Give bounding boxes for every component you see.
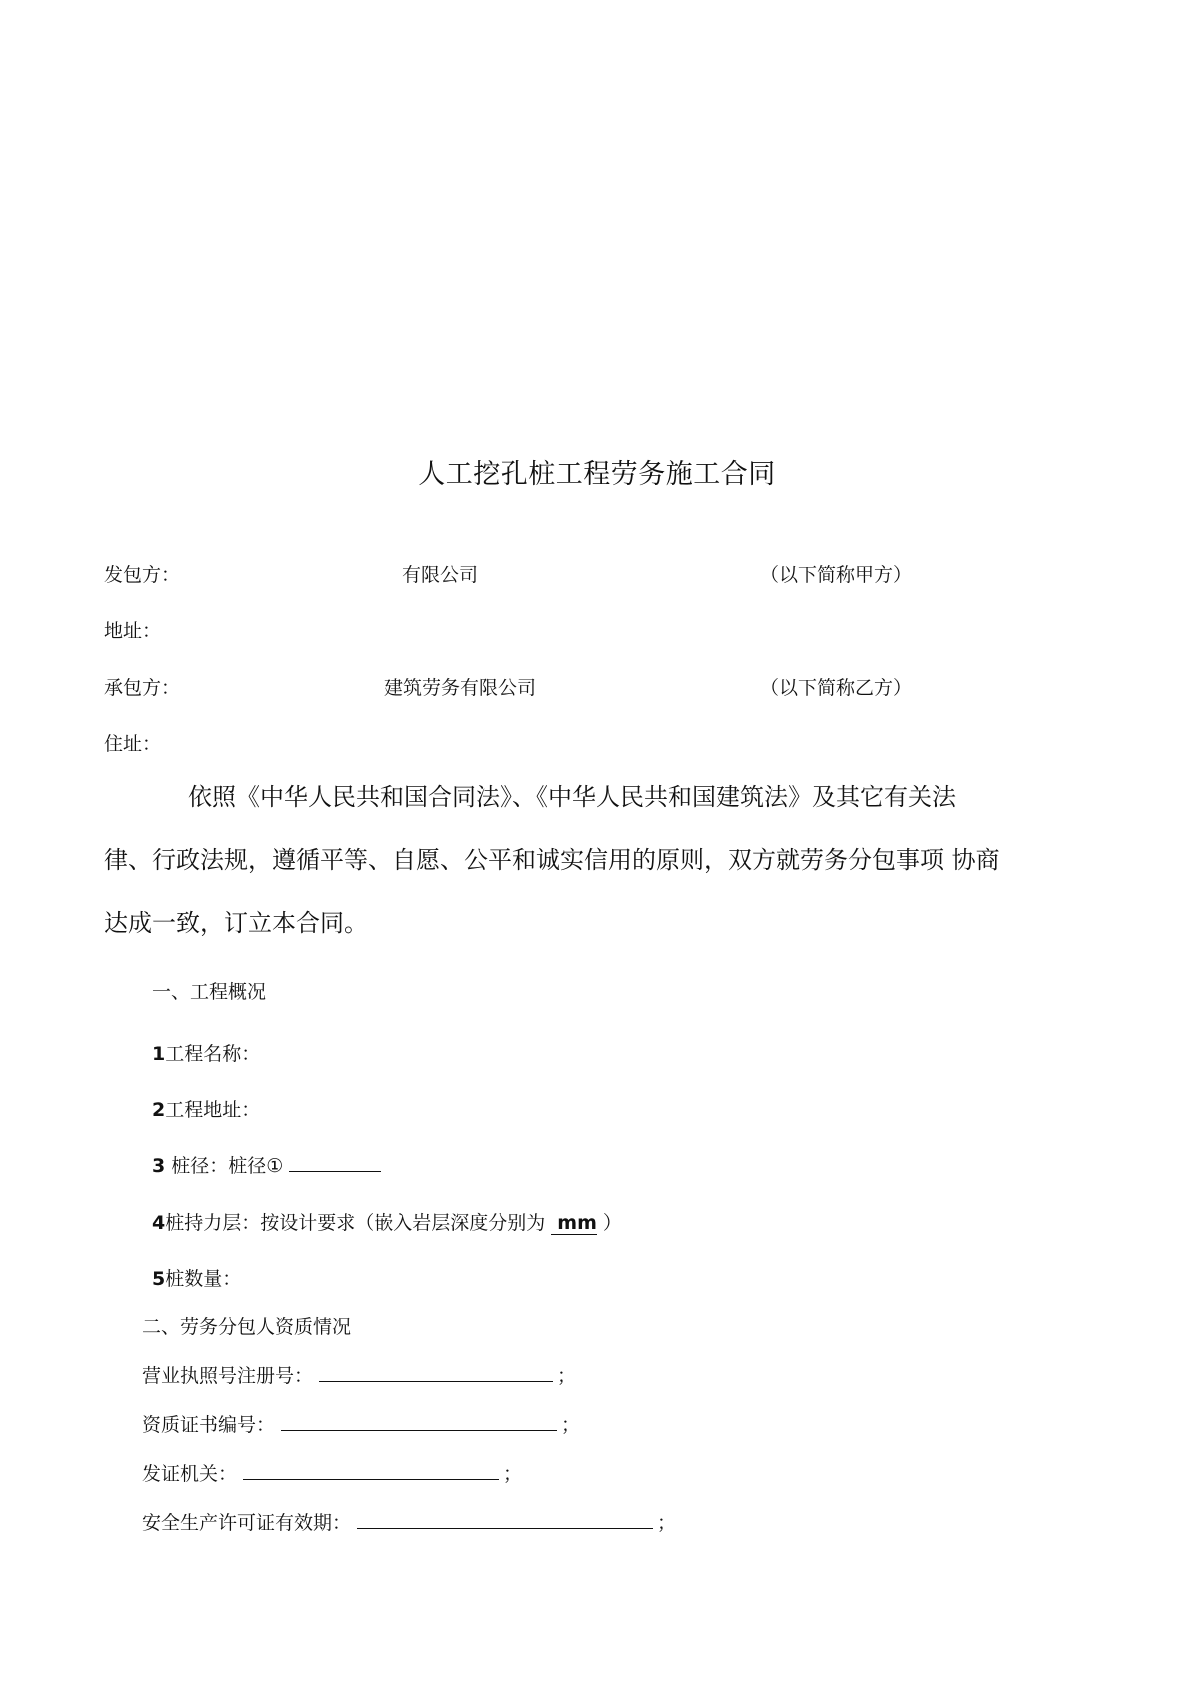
employer-name: 有限公司: [402, 564, 479, 586]
field-label: 资质证书编号：: [142, 1414, 276, 1436]
employer-address-label: 地址：: [104, 620, 162, 642]
item-text: 工程地址：: [165, 1099, 261, 1121]
field-label: 安全生产许可证有效期：: [142, 1512, 352, 1534]
field-business-license: [142, 1361, 576, 1388]
item-bearing-layer: [152, 1208, 622, 1235]
embed-depth-blank[interactable]: mm: [551, 1212, 597, 1235]
contractor-abbr: （以下简称乙方）: [760, 677, 913, 699]
field-issuing-authority: [142, 1459, 522, 1486]
item-text: 工程名称：: [165, 1043, 261, 1065]
item-text: 桩持力层：按设计要求（嵌入岩层深度分别为: [165, 1212, 552, 1234]
preamble-line-3: 达成一致，订立本合同。: [104, 909, 368, 937]
item-number: 1: [152, 1043, 166, 1065]
preamble-line-1: 依照《中华人民共和国合同法》、《中华人民共和国建筑法》及其它有关法: [188, 783, 956, 811]
item-number: 2: [152, 1099, 166, 1121]
item-number: 5: [152, 1268, 166, 1290]
item-pile-diameter: [152, 1151, 381, 1178]
contractor-label: 承包方：: [104, 677, 181, 699]
pile-diameter-blank[interactable]: [289, 1153, 381, 1172]
employer-label: 发包方：: [104, 564, 181, 586]
qualification-cert-blank[interactable]: [281, 1412, 557, 1431]
issuing-authority-blank[interactable]: [243, 1461, 499, 1480]
field-end: ；: [657, 1512, 677, 1534]
business-license-blank[interactable]: [319, 1363, 553, 1382]
field-safety-license-validity: [142, 1508, 676, 1535]
safety-license-blank[interactable]: [357, 1510, 653, 1529]
section-1-heading: 一、工程概况: [152, 981, 267, 1003]
item-number: 3: [152, 1155, 166, 1177]
field-end: ；: [557, 1365, 577, 1387]
field-label: 发证机关：: [142, 1463, 238, 1485]
item-project-address: [152, 1095, 260, 1122]
contractor-name: 建筑劳务有限公司: [384, 677, 537, 699]
item-number: 4: [152, 1212, 166, 1234]
item-tail: ）: [596, 1212, 622, 1234]
section-2-heading: 二、劳务分包人资质情况: [142, 1316, 352, 1338]
field-label: 营业执照号注册号：: [142, 1365, 314, 1387]
contract-title: 人工挖孔桩工程劳务施工合同: [418, 459, 776, 490]
field-qualification-cert: [142, 1410, 580, 1437]
item-text: 桩数量：: [165, 1268, 242, 1290]
employer-abbr: （以下简称甲方）: [760, 564, 913, 586]
item-pile-count: [152, 1264, 241, 1291]
item-text: 桩径：桩径①: [165, 1155, 284, 1177]
field-end: ；: [503, 1463, 523, 1485]
preamble-line-2: 律、行政法规，遵循平等、自愿、公平和诚实信用的原则，双方就劳务分包事项 协商: [104, 846, 1000, 874]
contractor-address-label: 住址：: [104, 733, 162, 755]
item-project-name: [152, 1039, 260, 1066]
field-end: ；: [561, 1414, 581, 1436]
